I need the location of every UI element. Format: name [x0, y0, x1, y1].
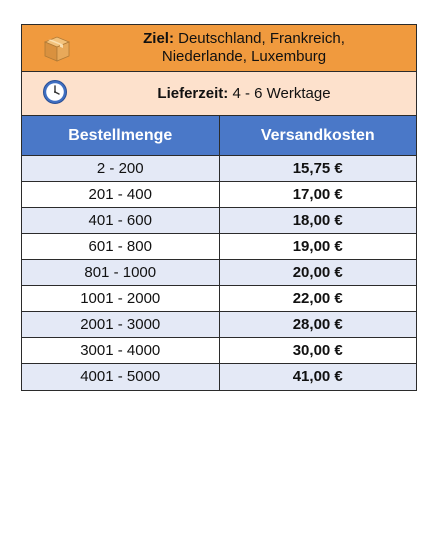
quantity-cell: 801 - 1000	[22, 260, 219, 286]
quantity-cell: 3001 - 4000	[22, 338, 219, 364]
destination-label: Ziel:	[143, 30, 174, 47]
destination-text	[82, 30, 406, 66]
destination-value-line2: Niederlande, Luxemburg	[161, 48, 327, 65]
column-header-quantity: Bestellmenge	[22, 116, 219, 156]
table-row	[22, 234, 416, 260]
delivery-label: Lieferzeit:	[157, 85, 229, 102]
price-cell: 30,00 €	[219, 338, 416, 364]
shipping-info-card	[21, 24, 417, 391]
delivery-time-text	[82, 85, 406, 103]
package-icon	[42, 33, 72, 63]
table-row	[22, 286, 416, 312]
table-row	[22, 260, 416, 286]
table-row	[22, 312, 416, 338]
price-cell: 20,00 €	[219, 260, 416, 286]
price-cell: 41,00 €	[219, 364, 416, 390]
price-cell: 19,00 €	[219, 234, 416, 260]
table-row	[22, 208, 416, 234]
price-cell: 17,00 €	[219, 182, 416, 208]
table-row	[22, 156, 416, 182]
destination-value-line1: Deutschland, Frankreich,	[178, 30, 345, 47]
table-header-row	[22, 116, 416, 156]
price-cell: 18,00 €	[219, 208, 416, 234]
quantity-cell: 2001 - 3000	[22, 312, 219, 338]
quantity-cell: 2 - 200	[22, 156, 219, 182]
quantity-cell: 201 - 400	[22, 182, 219, 208]
table-row	[22, 338, 416, 364]
column-header-shipping-cost: Versandkosten	[219, 116, 416, 156]
quantity-cell: 601 - 800	[22, 234, 219, 260]
destination-row	[22, 25, 416, 72]
price-cell: 15,75 €	[219, 156, 416, 182]
quantity-cell: 401 - 600	[22, 208, 219, 234]
shipping-rates-table	[22, 116, 416, 390]
table-row	[22, 182, 416, 208]
quantity-cell: 4001 - 5000	[22, 364, 219, 390]
price-cell: 28,00 €	[219, 312, 416, 338]
delivery-value: 4 - 6 Werktage	[232, 85, 331, 102]
clock-icon	[42, 79, 68, 105]
table-row	[22, 364, 416, 390]
quantity-cell: 1001 - 2000	[22, 286, 219, 312]
price-cell: 22,00 €	[219, 286, 416, 312]
delivery-time-row	[22, 72, 416, 116]
